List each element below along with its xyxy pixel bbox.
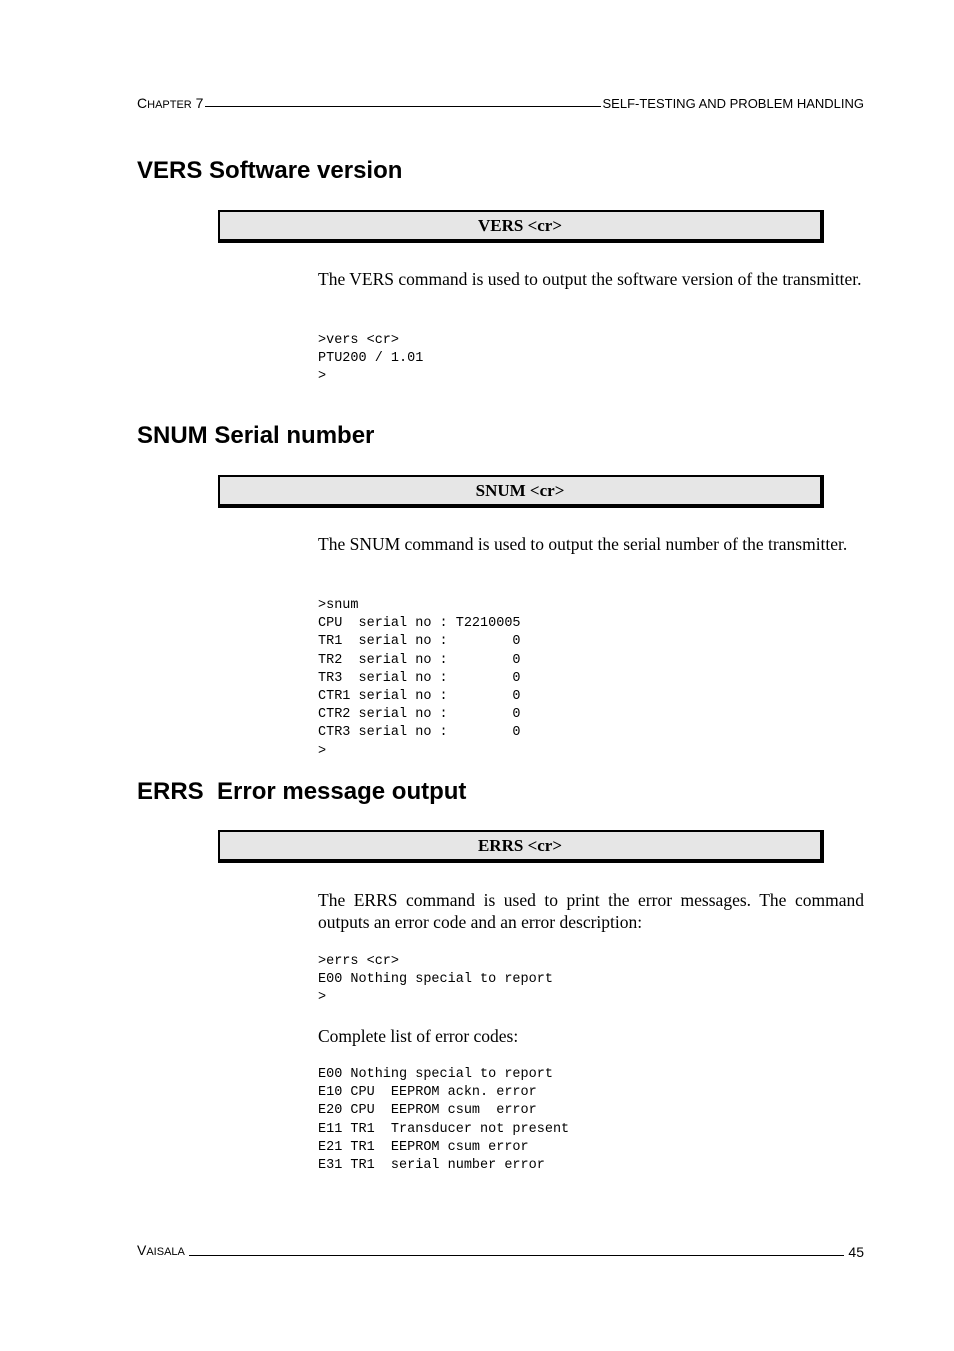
description-errs: The ERRS command is used to print the error messages. The command outputs an error code and an error description: (318, 890, 864, 932)
footer-rule (189, 1255, 845, 1256)
error-list-intro: Complete list of error codes: (318, 1026, 519, 1046)
section-label: SELF-TESTING AND PROBLEM HANDLING (602, 96, 864, 111)
section-title-vers: VERS Software version (137, 157, 403, 184)
command-box-errs: ERRS <cr> (218, 830, 824, 863)
description-snum: The SNUM command is used to output the serial number of the transmitter. (318, 534, 848, 554)
company-label: VAISALA (137, 1242, 185, 1258)
command-box-snum: SNUM <cr> (218, 475, 824, 508)
chapter-label: CHAPTER 7 (137, 95, 204, 111)
command-box-vers: VERS <cr> (218, 210, 824, 243)
header-rule (205, 106, 600, 107)
code-example-errs: >errs <cr> E00 Nothing special to report > (318, 954, 553, 1006)
page-footer (137, 1240, 864, 1260)
page-number: 45 (848, 1244, 864, 1260)
section-title-snum: SNUM Serial number (137, 422, 375, 449)
code-example-vers: >vers <cr> PTU200 / 1.01 > (318, 333, 424, 385)
page-header (137, 91, 864, 111)
description-vers: The VERS command is used to output the software version of the transmitter. (318, 269, 862, 289)
error-code-list: E00 Nothing special to report E10 CPU EEPROM ackn. error E20 CPU EEPROM csum error E11 TR1 Transducer not present E21 TR1 EEPROM csum error E31 TR1 serial number error (318, 1067, 570, 1174)
code-example-snum: >snum CPU serial no : T2210005 TR1 serial no : 0 TR2 serial no : 0 TR3 serial no : 0 CTR1 serial no : 0 CTR2 serial no : 0 CTR3 serial no : 0 > (318, 598, 521, 759)
section-title-errs: ERRS Error message output (137, 778, 467, 805)
